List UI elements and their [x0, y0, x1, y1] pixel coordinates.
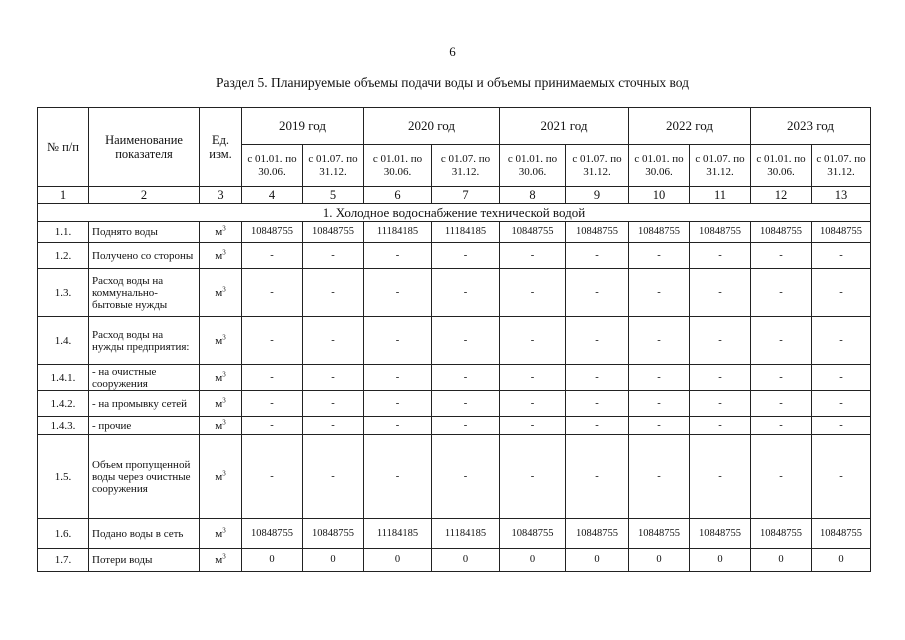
header-period-first-half: с 01.01. по 30.06.	[242, 145, 303, 187]
row-unit	[200, 317, 242, 365]
row-value: -	[751, 317, 812, 365]
row-unit	[200, 365, 242, 391]
unit-base: м	[215, 249, 223, 262]
row-value: -	[432, 317, 500, 365]
row-indicator-name: Объем пропущенной воды через очистные сооружения	[89, 435, 200, 519]
row-value: 10848755	[690, 222, 751, 243]
row-number: 1.7.	[38, 549, 89, 572]
row-value: 0	[500, 549, 566, 572]
column-number: 7	[432, 187, 500, 204]
row-value: -	[500, 365, 566, 391]
row-value: -	[242, 417, 303, 435]
unit-base: м	[215, 286, 223, 299]
column-number: 4	[242, 187, 303, 204]
header-period-second-half: с 01.07. по 31.12.	[690, 145, 751, 187]
row-value: 10848755	[812, 519, 871, 549]
row-number: 1.5.	[38, 435, 89, 519]
row-value: -	[432, 365, 500, 391]
row-value: 10848755	[303, 222, 364, 243]
column-number: 1	[38, 187, 89, 204]
table-row	[38, 243, 871, 269]
water-volume-table	[37, 107, 871, 572]
row-value: -	[690, 269, 751, 317]
unit-exponent: 3	[222, 284, 226, 293]
header-num: № п/п	[38, 108, 89, 187]
row-value: 0	[432, 549, 500, 572]
column-number: 2	[89, 187, 200, 204]
row-number: 1.2.	[38, 243, 89, 269]
row-value: -	[242, 435, 303, 519]
row-indicator-name: - на промывку сетей	[89, 391, 200, 417]
row-value: -	[566, 317, 629, 365]
row-unit	[200, 549, 242, 572]
row-value: -	[812, 435, 871, 519]
row-unit	[200, 519, 242, 549]
row-value: -	[242, 243, 303, 269]
unit-base: м	[215, 419, 223, 432]
row-value: 11184185	[432, 222, 500, 243]
row-value: -	[500, 243, 566, 269]
header-name: Наименование показателя	[89, 108, 200, 187]
row-value: -	[690, 391, 751, 417]
column-number: 3	[200, 187, 242, 204]
unit-exponent: 3	[222, 369, 226, 378]
column-number-row	[38, 187, 871, 204]
table-row	[38, 391, 871, 417]
row-value: 10848755	[751, 519, 812, 549]
row-value: -	[629, 435, 690, 519]
row-value: -	[242, 317, 303, 365]
row-value: 0	[812, 549, 871, 572]
row-number: 1.6.	[38, 519, 89, 549]
table-row	[38, 435, 871, 519]
row-value: -	[303, 365, 364, 391]
unit-base: м	[215, 470, 223, 483]
row-value: -	[629, 365, 690, 391]
row-value: -	[364, 243, 432, 269]
row-value: -	[500, 391, 566, 417]
row-number: 1.4.2.	[38, 391, 89, 417]
row-value: -	[432, 417, 500, 435]
row-value: 0	[364, 549, 432, 572]
row-value: -	[364, 417, 432, 435]
row-value: -	[690, 417, 751, 435]
row-value: -	[812, 269, 871, 317]
row-unit	[200, 417, 242, 435]
row-value: -	[303, 391, 364, 417]
row-value: -	[751, 269, 812, 317]
row-value: 11184185	[364, 519, 432, 549]
row-indicator-name: Потери воды	[89, 549, 200, 572]
row-value: 0	[303, 549, 364, 572]
row-value: -	[303, 435, 364, 519]
row-value: 10848755	[566, 519, 629, 549]
table-row	[38, 269, 871, 317]
row-value: -	[812, 243, 871, 269]
header-unit: Ед. изм.	[200, 108, 242, 187]
row-value: -	[690, 243, 751, 269]
row-value: 10848755	[242, 222, 303, 243]
row-value: -	[751, 435, 812, 519]
row-value: -	[364, 391, 432, 417]
header-period-first-half: с 01.01. по 30.06.	[629, 145, 690, 187]
row-value: -	[629, 269, 690, 317]
row-indicator-name: - на очистные сооружения	[89, 365, 200, 391]
row-indicator-name: Расход воды на коммунально-бытовые нужды	[89, 269, 200, 317]
row-value: -	[812, 317, 871, 365]
header-period-first-half: с 01.01. по 30.06.	[364, 145, 432, 187]
unit-exponent: 3	[222, 224, 226, 233]
row-value: 10848755	[500, 222, 566, 243]
row-value: -	[432, 243, 500, 269]
row-value: -	[303, 269, 364, 317]
column-number: 9	[566, 187, 629, 204]
row-value: -	[500, 435, 566, 519]
row-value: -	[432, 435, 500, 519]
row-value: 10848755	[500, 519, 566, 549]
table-row	[38, 365, 871, 391]
header-period-second-half: с 01.07. по 31.12.	[303, 145, 364, 187]
unit-exponent: 3	[222, 468, 226, 477]
row-indicator-name: Расход воды на нужды предприятия:	[89, 317, 200, 365]
row-value: 10848755	[566, 222, 629, 243]
row-value: -	[751, 417, 812, 435]
row-value: -	[566, 365, 629, 391]
row-indicator-name: Поднято воды	[89, 222, 200, 243]
header-period-first-half: с 01.01. по 30.06.	[500, 145, 566, 187]
row-value: -	[566, 269, 629, 317]
row-value: -	[566, 435, 629, 519]
table-row	[38, 222, 871, 243]
column-number: 10	[629, 187, 690, 204]
column-number: 8	[500, 187, 566, 204]
row-value: 10848755	[812, 222, 871, 243]
row-value: -	[690, 365, 751, 391]
header-year-2019: 2019 год	[242, 108, 364, 145]
row-value: 10848755	[629, 519, 690, 549]
row-indicator-name: Получено со стороны	[89, 243, 200, 269]
row-value: -	[500, 269, 566, 317]
row-value: -	[242, 391, 303, 417]
unit-base: м	[215, 334, 223, 347]
section-title: Раздел 5. Планируемые объемы подачи воды и объемы принимаемых сточных вод	[215, 75, 690, 90]
unit-exponent: 3	[222, 247, 226, 256]
row-value: -	[690, 435, 751, 519]
row-value: -	[629, 391, 690, 417]
unit-exponent: 3	[222, 417, 226, 426]
row-value: -	[432, 269, 500, 317]
row-value: -	[364, 365, 432, 391]
header-period-second-half: с 01.07. по 31.12.	[432, 145, 500, 187]
column-number: 11	[690, 187, 751, 204]
row-value: -	[566, 243, 629, 269]
row-value: -	[566, 417, 629, 435]
unit-exponent: 3	[222, 552, 226, 561]
row-number: 1.4.3.	[38, 417, 89, 435]
row-unit	[200, 435, 242, 519]
header-period-second-half: с 01.07. по 31.12.	[812, 145, 871, 187]
row-value: -	[364, 435, 432, 519]
unit-base: м	[215, 527, 223, 540]
row-value: 10848755	[690, 519, 751, 549]
column-number: 5	[303, 187, 364, 204]
row-value: -	[303, 417, 364, 435]
row-value: 11184185	[432, 519, 500, 549]
row-value: 0	[566, 549, 629, 572]
row-value: -	[364, 317, 432, 365]
header-year-2021: 2021 год	[500, 108, 629, 145]
row-unit	[200, 269, 242, 317]
row-value: -	[751, 391, 812, 417]
row-value: 10848755	[629, 222, 690, 243]
row-value: -	[629, 243, 690, 269]
unit-exponent: 3	[222, 332, 226, 341]
unit-base: м	[215, 371, 223, 384]
column-number: 6	[364, 187, 432, 204]
row-value: -	[242, 269, 303, 317]
row-indicator-name: - прочие	[89, 417, 200, 435]
unit-base: м	[215, 397, 223, 410]
header-period-first-half: с 01.01. по 30.06.	[751, 145, 812, 187]
row-value: 10848755	[751, 222, 812, 243]
row-value: -	[566, 391, 629, 417]
header-period-second-half: с 01.07. по 31.12.	[566, 145, 629, 187]
row-value: -	[500, 317, 566, 365]
row-number: 1.4.	[38, 317, 89, 365]
section-heading: 1. Холодное водоснабжение технической водой	[38, 204, 871, 222]
row-unit	[200, 391, 242, 417]
row-value: -	[812, 365, 871, 391]
row-value: 0	[751, 549, 812, 572]
row-number: 1.1.	[38, 222, 89, 243]
row-value: -	[812, 417, 871, 435]
row-value: -	[751, 243, 812, 269]
row-value: -	[690, 317, 751, 365]
row-value: 10848755	[242, 519, 303, 549]
row-value: -	[242, 365, 303, 391]
row-number: 1.4.1.	[38, 365, 89, 391]
row-value: 0	[629, 549, 690, 572]
header-year-2022: 2022 год	[629, 108, 751, 145]
row-unit	[200, 243, 242, 269]
row-number: 1.3.	[38, 269, 89, 317]
row-value: 11184185	[364, 222, 432, 243]
row-unit	[200, 222, 242, 243]
row-value: -	[364, 269, 432, 317]
unit-base: м	[215, 226, 223, 238]
row-value: 0	[242, 549, 303, 572]
header-year-2023: 2023 год	[751, 108, 871, 145]
row-value: -	[432, 391, 500, 417]
header-year-2020: 2020 год	[364, 108, 500, 145]
row-value: -	[500, 417, 566, 435]
row-value: 0	[690, 549, 751, 572]
row-value: 10848755	[303, 519, 364, 549]
row-value: -	[812, 391, 871, 417]
row-value: -	[303, 317, 364, 365]
row-value: -	[629, 317, 690, 365]
table-row	[38, 519, 871, 549]
column-number: 12	[751, 187, 812, 204]
table-row	[38, 317, 871, 365]
unit-base: м	[215, 554, 223, 566]
column-number: 13	[812, 187, 871, 204]
table-row	[38, 549, 871, 572]
unit-exponent: 3	[222, 395, 226, 404]
row-value: -	[303, 243, 364, 269]
table-row	[38, 417, 871, 435]
row-value: -	[629, 417, 690, 435]
row-indicator-name: Подано воды в сеть	[89, 519, 200, 549]
page-number: 6	[449, 44, 456, 59]
unit-exponent: 3	[222, 525, 226, 534]
row-value: -	[751, 365, 812, 391]
